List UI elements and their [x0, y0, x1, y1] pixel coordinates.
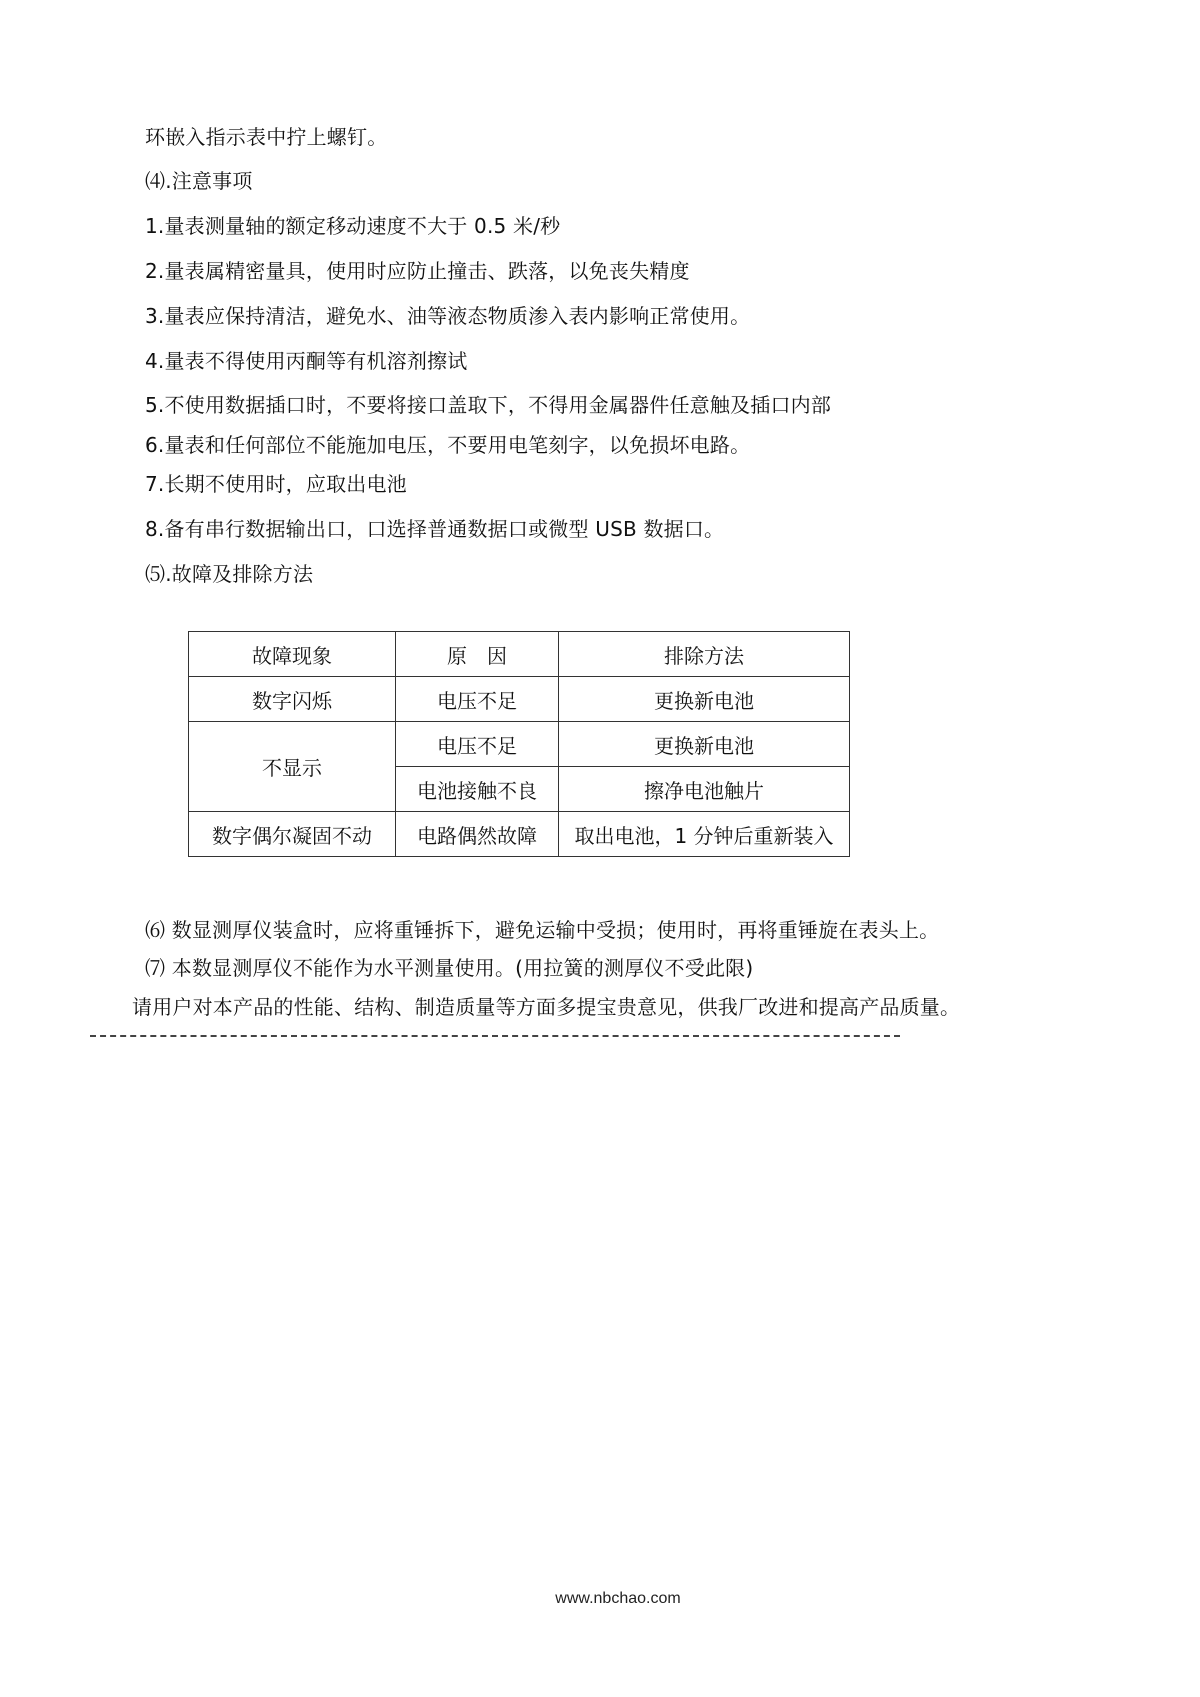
fault-table	[188, 631, 850, 857]
table-row	[189, 722, 850, 767]
table-cell: 电压不足	[396, 722, 559, 767]
text-line: 5.不使用数据插口时，不要将接口盖取下，不得用金属器件任意触及插口内部	[145, 393, 832, 417]
table-header-cell: 故障现象	[189, 632, 396, 677]
table-cell: 更换新电池	[559, 722, 850, 767]
text-line: 2.量表属精密量具，使用时应防止撞击、跌落，以免丧失精度	[145, 259, 690, 283]
note-line: ⑹ 数显测厚仪装盒时，应将重锤拆下，避免运输中受损；使用时，再将重锤旋在表头上。	[145, 918, 940, 942]
table-header-cell: 原 因	[396, 632, 559, 677]
text-line: 1.量表测量轴的额定移动速度不大于 0.5 米/秒	[145, 214, 561, 238]
table-cell: 数字偶尔凝固不动	[189, 812, 396, 857]
table-cell: 电压不足	[396, 677, 559, 722]
table-cell: 数字闪烁	[189, 677, 396, 722]
table-row	[189, 812, 850, 857]
table-cell: 电池接触不良	[396, 767, 559, 812]
table-row	[189, 677, 850, 722]
footer-url: www.nbchao.com	[555, 1590, 681, 1607]
fault-table-container	[188, 631, 850, 857]
text-line: 8.备有串行数据输出口，口选择普通数据口或微型 USB 数据口。	[145, 517, 725, 541]
table-cell: 不显示	[189, 722, 396, 812]
section-heading: ⑷.注意事项	[145, 169, 253, 193]
text-line: 3.量表应保持清洁，避免水、油等液态物质渗入表内影响正常使用。	[145, 304, 751, 328]
table-cell: 电路偶然故障	[396, 812, 559, 857]
dashed-divider	[90, 1035, 900, 1037]
closing-paragraph: 请用户对本产品的性能、结构、制造质量等方面多提宝贵意见，供我厂改进和提高产品质量。	[132, 995, 961, 1019]
note-line: ⑺ 本数显测厚仪不能作为水平测量使用。(用拉簧的测厚仪不受此限)	[145, 956, 754, 980]
text-line: 6.量表和任何部位不能施加电压，不要用电笔刻字，以免损坏电路。	[145, 433, 751, 457]
table-header-cell: 排除方法	[559, 632, 850, 677]
text-line: 环嵌入指示表中拧上螺钉。	[145, 125, 388, 149]
table-cell: 取出电池，1 分钟后重新装入	[559, 812, 850, 857]
table-cell: 更换新电池	[559, 677, 850, 722]
section-heading: ⑸.故障及排除方法	[145, 562, 314, 586]
text-line: 7.长期不使用时，应取出电池	[145, 472, 407, 496]
table-cell: 擦净电池触片	[559, 767, 850, 812]
text-line: 4.量表不得使用丙酮等有机溶剂擦试	[145, 349, 468, 373]
table-header-row	[189, 632, 850, 677]
